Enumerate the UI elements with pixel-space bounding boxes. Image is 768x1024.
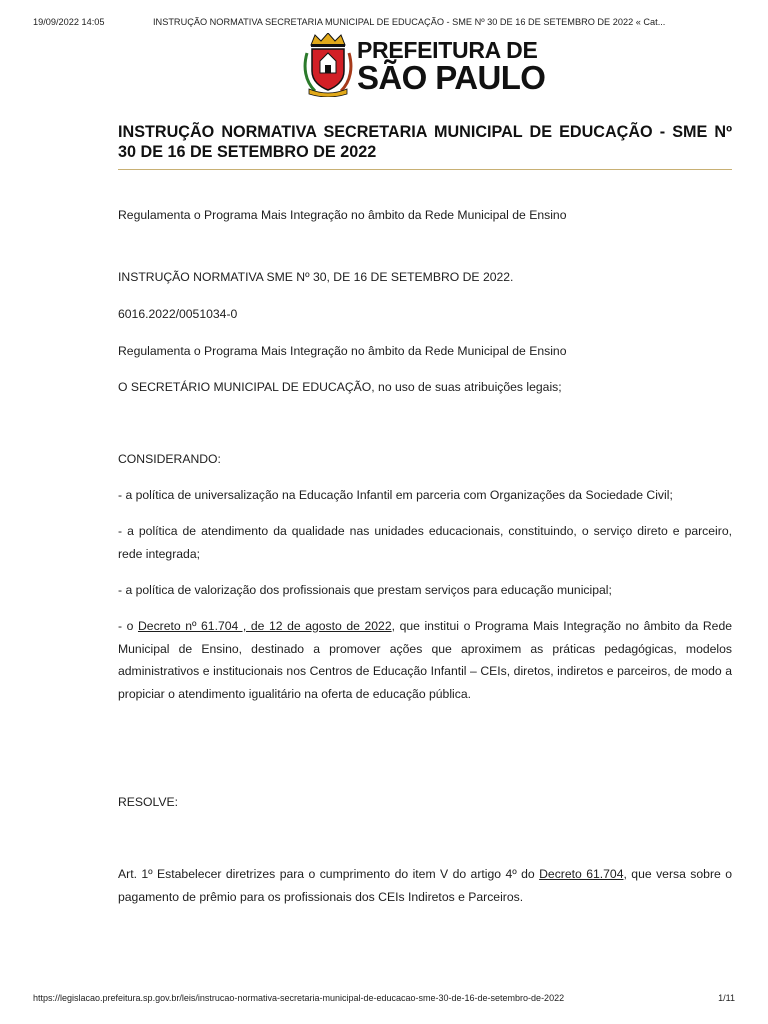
article-1 xyxy=(118,863,732,908)
print-url: https://legislacao.prefeitura.sp.gov.br/leis/instrucao-normativa-secretaria-municipal-de-educacao-sme-30-de-16-de-setembro-de-2022 xyxy=(33,993,565,1003)
print-page-title: INSTRUÇÃO NORMATIVA SECRETARIA MUNICIPAL DE EDUCAÇÃO - SME Nº 30 DE 16 DE SETEMBRO DE 2022 « Cat... xyxy=(153,17,666,27)
prefeitura-logo[interactable] xyxy=(303,33,563,97)
consideration-4-suffix: , que institui o Programa Mais Integração no âmbito da Rede Municipal de Ensino, destinado a promover ações que aproximem as práticas pedagógicas, modelos administrativos e institucionais nos Centros de Educação Infantil – CEIs, diretos, indiretos e parceiros, de modo a propiciar o atendimento igualitário na oferta de educação pública. xyxy=(118,619,733,701)
print-datetime: 19/09/2022 14:05 xyxy=(33,17,105,27)
resolve-label: RESOLVE: xyxy=(118,795,179,809)
consideration-2: - a política de atendimento da qualidade nas unidades educacionais, constituindo, o serviço direto e parceiro, rede integrada; xyxy=(118,524,732,561)
logo-line-1: PREFEITURA DE xyxy=(357,37,538,63)
page-number: 1/11 xyxy=(718,993,735,1003)
logo-line-2: SÃO PAULO xyxy=(357,59,546,96)
document-summary: Regulamenta o Programa Mais Integração no âmbito da Rede Municipal de Ensino xyxy=(118,208,567,222)
consideration-1: - a política de universalização na Educação Infantil em parceria com Organizações da Sociedade Civil; xyxy=(118,488,673,502)
coat-of-arms-icon xyxy=(303,33,353,97)
document-heading: INSTRUÇÃO NORMATIVA SME Nº 30, DE 16 DE SETEMBRO DE 2022. xyxy=(118,270,514,284)
article-1-suffix: , que versa sobre o pagamento de prêmio para os profissionais dos CEIs Indiretos e Parceiros. xyxy=(118,867,732,904)
consideration-4-prefix: - o xyxy=(118,619,138,633)
document-title: INSTRUÇÃO NORMATIVA SECRETARIA MUNICIPAL DE EDUCAÇÃO - SME Nº 30 DE 16 DE SETEMBRO DE 2022 xyxy=(118,123,732,161)
consideration-4 xyxy=(118,615,732,705)
considering-label: CONSIDERANDO: xyxy=(118,452,221,466)
decree-61704-link[interactable]: Decreto 61.704 xyxy=(539,867,624,881)
article-1-prefix: Art. 1º Estabelecer diretrizes para o cumprimento do item V do artigo 4º do xyxy=(118,867,540,881)
summary-repeat: Regulamenta o Programa Mais Integração no âmbito da Rede Municipal de Ensino xyxy=(118,344,567,358)
consideration-3: - a política de valorização dos profissionais que prestam serviços para educação municipal; xyxy=(118,583,612,597)
process-number: 6016.2022/0051034-0 xyxy=(118,307,238,321)
preamble: O SECRETÁRIO MUNICIPAL DE EDUCAÇÃO, no uso de suas atribuições legais; xyxy=(118,380,562,394)
title-divider xyxy=(118,169,732,170)
decree-link[interactable]: Decreto nº 61.704 , de 12 de agosto de 2022 xyxy=(137,619,392,633)
